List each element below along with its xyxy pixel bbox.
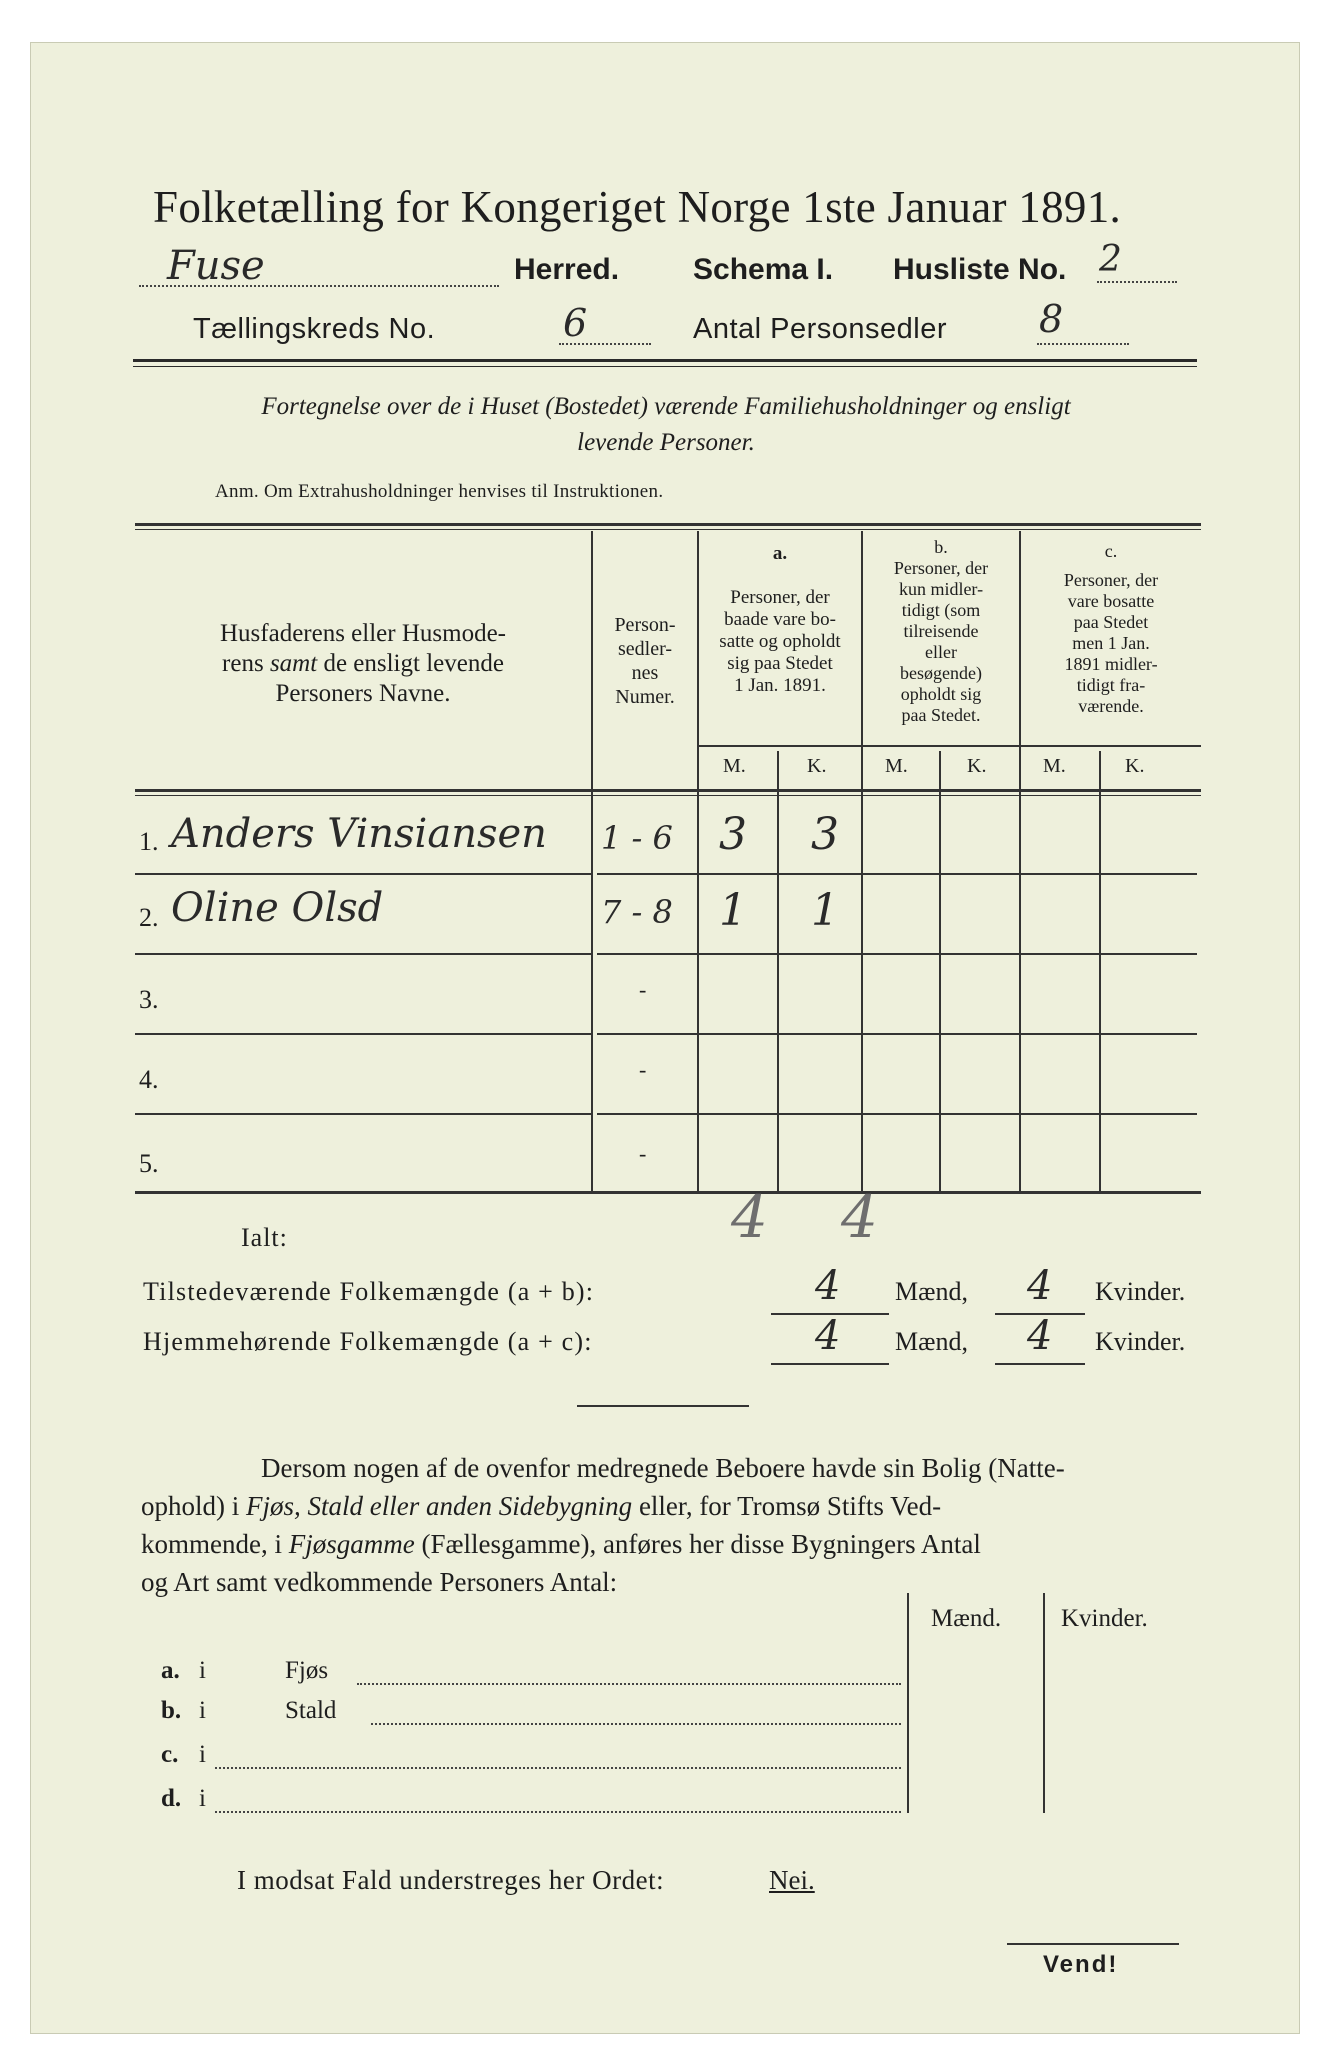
row-rule <box>135 953 591 955</box>
col-header-numer <box>593 613 697 709</box>
modsat-text: I modsat Fald understreges her Ordet: <box>237 1865 665 1895</box>
antal-dotted-line <box>1037 343 1129 345</box>
header-bottom-rule <box>135 789 1201 792</box>
ialt-m-value: 4 <box>731 1183 768 1251</box>
row-rule-right <box>597 873 1197 875</box>
section-separator <box>577 1405 749 1407</box>
anm-note: Anm. Om Extrahusholdninger henvises til Instruktionen. <box>215 481 664 502</box>
row-rule-right <box>597 1033 1197 1035</box>
tilstede-kvinder-label: Kvinder. <box>1095 1277 1186 1306</box>
col-header-a-l4: sig paa Stedet <box>727 653 833 674</box>
table-row <box>135 877 1201 957</box>
building-item-stald <box>161 1693 901 1737</box>
col-header-numer-l3: nes <box>631 662 659 684</box>
col-header-a-letter: a. <box>772 543 788 564</box>
building-item-prep: i <box>199 1697 206 1724</box>
row-numer: 1 - 6 <box>601 819 673 857</box>
building-item-label: Stald <box>285 1697 337 1724</box>
buildings-maend-header: Mænd. <box>931 1605 1002 1632</box>
row-name: Anders Vinsiansen <box>171 811 547 857</box>
col-header-numer-l2: sedler- <box>617 638 672 660</box>
row-number: 1. <box>139 827 159 856</box>
building-item-d <box>161 1781 901 1825</box>
a-m-label: M. <box>723 755 746 777</box>
herred-field <box>131 243 511 291</box>
a-k-label: K. <box>807 755 827 777</box>
building-item-prep: i <box>199 1785 206 1812</box>
building-item-dots <box>215 1811 901 1813</box>
hjemme-k-line <box>995 1363 1085 1365</box>
building-item-letter: b. <box>161 1697 182 1724</box>
form-title: Folketælling for Kongeriget Norge 1ste Januar 1891. <box>153 182 1122 232</box>
hjemme-m-value: 4 <box>815 1313 841 1359</box>
col-header-c-l6: tidigt fra- <box>1076 675 1146 695</box>
col-header-numer-l1: Person- <box>614 614 676 636</box>
col-header-names-l2c: de ensligt levende <box>317 650 504 677</box>
col-header-c-l1: Personer, der <box>1063 570 1159 590</box>
nei-word: Nei. <box>769 1865 815 1895</box>
col-header-names-l2b: samt <box>269 650 318 677</box>
building-item-letter: d. <box>161 1785 182 1812</box>
col-header-b-l1: Personer, der <box>893 558 989 578</box>
row-numer: - <box>639 1057 647 1082</box>
buildings-para-l2c: eller, for Tromsø Stifts Ved- <box>632 1491 942 1521</box>
buildings-kvinder-header: Kvinder. <box>1061 1605 1148 1632</box>
hjemme-maend-label: Mænd, <box>895 1327 968 1356</box>
tilstede-m-value: 4 <box>815 1263 841 1309</box>
building-item-prep: i <box>199 1741 206 1768</box>
buildings-col-divider-1 <box>907 1593 909 1813</box>
row-name: Oline Olsd <box>171 885 384 931</box>
husliste-dotted-line <box>1097 281 1177 283</box>
col-header-b-l6: besøgende) <box>900 663 982 683</box>
hjemme-kvinder-label: Kvinder. <box>1095 1327 1186 1356</box>
buildings-para-l2b: Fjøs, Stald eller anden Sidebygning <box>246 1491 633 1521</box>
herred-label: Herred. <box>514 253 620 286</box>
col-header-c-letter: c. <box>1104 541 1118 561</box>
col-header-b-l2: kun midler- <box>898 579 984 599</box>
row-rule <box>135 873 591 875</box>
table-row <box>135 1037 1201 1117</box>
vend-text: Vend! <box>1043 1951 1119 1978</box>
col-header-names-line-1: Husfaderens eller Husmode- <box>219 620 506 647</box>
kreds-label: Tællingskreds No. <box>193 313 436 345</box>
ialt-label: Ialt: <box>241 1223 288 1252</box>
col-header-names-l2a: rens <box>222 650 270 677</box>
col-header-names-line-3: Personers Navne. <box>275 680 451 707</box>
building-item-fjos <box>161 1653 901 1697</box>
building-item-dots <box>215 1767 901 1769</box>
building-item-letter: c. <box>161 1741 179 1768</box>
col-header-a-l5: 1 Jan. 1891. <box>734 675 826 696</box>
buildings-para-line-2 <box>141 1487 1209 1525</box>
row-number: 4. <box>139 1065 159 1094</box>
col-header-c-l3: paa Stedet <box>1073 612 1149 632</box>
row-rule-right <box>597 1113 1197 1115</box>
col-header-b-letter: b. <box>934 537 948 557</box>
building-item-label: Fjøs <box>285 1657 329 1684</box>
buildings-para-l3c: (Fællesgamme), anføres her disse Bygningers Antal <box>414 1529 981 1559</box>
row-rule <box>135 1113 591 1115</box>
row-numer: - <box>639 1141 647 1166</box>
header-bottom-rule-thin <box>135 795 1201 796</box>
col-header-b-l7: opholdt sig <box>900 684 982 704</box>
buildings-col-divider-2 <box>1043 1593 1045 1813</box>
col-header-names-line-2 <box>135 649 591 679</box>
table-rule-bottom <box>135 1191 1201 1194</box>
row-a-k: 3 <box>811 809 839 860</box>
kreds-value: 6 <box>563 301 588 345</box>
buildings-para-line-4: og Art samt vedkommende Personers Antal: <box>141 1567 618 1597</box>
building-item-prep: i <box>199 1657 206 1684</box>
col-header-a-l2: baade vare bo- <box>724 609 836 630</box>
tilstede-k-value: 4 <box>1027 1263 1053 1309</box>
c-m-label: M. <box>1043 755 1066 777</box>
building-item-c <box>161 1737 901 1781</box>
census-form-sheet <box>30 42 1300 2034</box>
row-number: 3. <box>139 985 159 1014</box>
buildings-para-line-3 <box>141 1525 1209 1563</box>
col-header-b-l8: paa Stedet. <box>901 705 981 725</box>
row-number: 5. <box>139 1149 159 1178</box>
row-numer: 7 - 8 <box>601 893 673 931</box>
col-header-names <box>135 619 591 709</box>
col-header-c-l4: men 1 Jan. <box>1072 633 1150 653</box>
schema-label: Schema I. <box>693 253 834 286</box>
tilstede-label: Tilstedeværende Folkemængde (a + b): <box>143 1277 595 1306</box>
row-rule <box>135 1033 591 1035</box>
b-m-label: M. <box>885 755 908 777</box>
husliste-value: 2 <box>1099 239 1122 280</box>
table-row <box>135 797 1201 877</box>
antal-value: 8 <box>1039 297 1064 341</box>
intro-text <box>131 389 1201 461</box>
col-header-a <box>699 543 861 697</box>
col-header-numer-l4: Numer. <box>615 686 675 708</box>
hjemme-m-line <box>771 1363 889 1365</box>
buildings-para-l3b: Fjøsgamme <box>288 1529 415 1559</box>
vend-rule <box>1007 1943 1179 1945</box>
table-rule-top-thin <box>135 529 1201 530</box>
herred-value: Fuse <box>167 243 265 289</box>
building-item-dots <box>371 1723 901 1725</box>
col-header-c-l5: 1891 midler- <box>1064 654 1158 674</box>
table-rule-top <box>135 523 1201 526</box>
mk-header-rule <box>699 745 1201 747</box>
buildings-para-l3a: kommende, i <box>141 1529 289 1559</box>
col-header-b-l5: eller <box>925 642 957 662</box>
row-a-k: 1 <box>811 885 839 936</box>
intro-line-1: Fortegnelse over de i Huset (Bostedet) værende Familiehusholdninger og ensligt <box>261 393 1071 420</box>
col-header-c <box>1021 541 1201 717</box>
buildings-para-l2a: ophold) i <box>141 1491 246 1521</box>
col-header-a-l3: satte og opholdt <box>719 631 841 652</box>
intro-line-2: levende Personer. <box>577 429 755 456</box>
col-header-a-l1: Personer, der <box>730 587 830 608</box>
building-item-letter: a. <box>161 1657 180 1684</box>
antal-label: Antal Personsedler <box>693 313 948 345</box>
hjemme-label: Hjemmehørende Folkemængde (a + c): <box>143 1327 593 1356</box>
col-header-b-l3: tidigt (som <box>901 600 981 620</box>
ialt-k-value: 4 <box>841 1183 878 1251</box>
building-item-dots <box>357 1683 901 1685</box>
row-rule-right <box>597 953 1197 955</box>
col-header-b <box>863 537 1019 726</box>
col-header-b-l4: tilreisende <box>903 621 979 641</box>
household-table <box>135 523 1201 1203</box>
table-row <box>135 957 1201 1037</box>
c-k-label: K. <box>1125 755 1145 777</box>
buildings-paragraph <box>141 1449 1209 1601</box>
row-a-m: 1 <box>719 885 747 936</box>
header-rule-top <box>133 359 1197 362</box>
col-header-c-l2: vare bosatte <box>1067 591 1155 611</box>
husliste-label: Husliste No. <box>893 253 1067 286</box>
row-numer: - <box>639 977 647 1002</box>
hjemme-k-value: 4 <box>1027 1313 1053 1359</box>
header-rule-bottom <box>133 366 1197 367</box>
tilstede-maend-label: Mænd, <box>895 1277 968 1306</box>
row-number: 2. <box>139 903 159 932</box>
buildings-para-line-1: Dersom nogen af de ovenfor medregnede Beboere havde sin Bolig (Natte- <box>261 1453 1065 1483</box>
b-k-label: K. <box>967 755 987 777</box>
row-a-m: 3 <box>719 809 747 860</box>
table-row <box>135 1117 1201 1197</box>
col-header-c-l7: værende. <box>1078 696 1144 716</box>
